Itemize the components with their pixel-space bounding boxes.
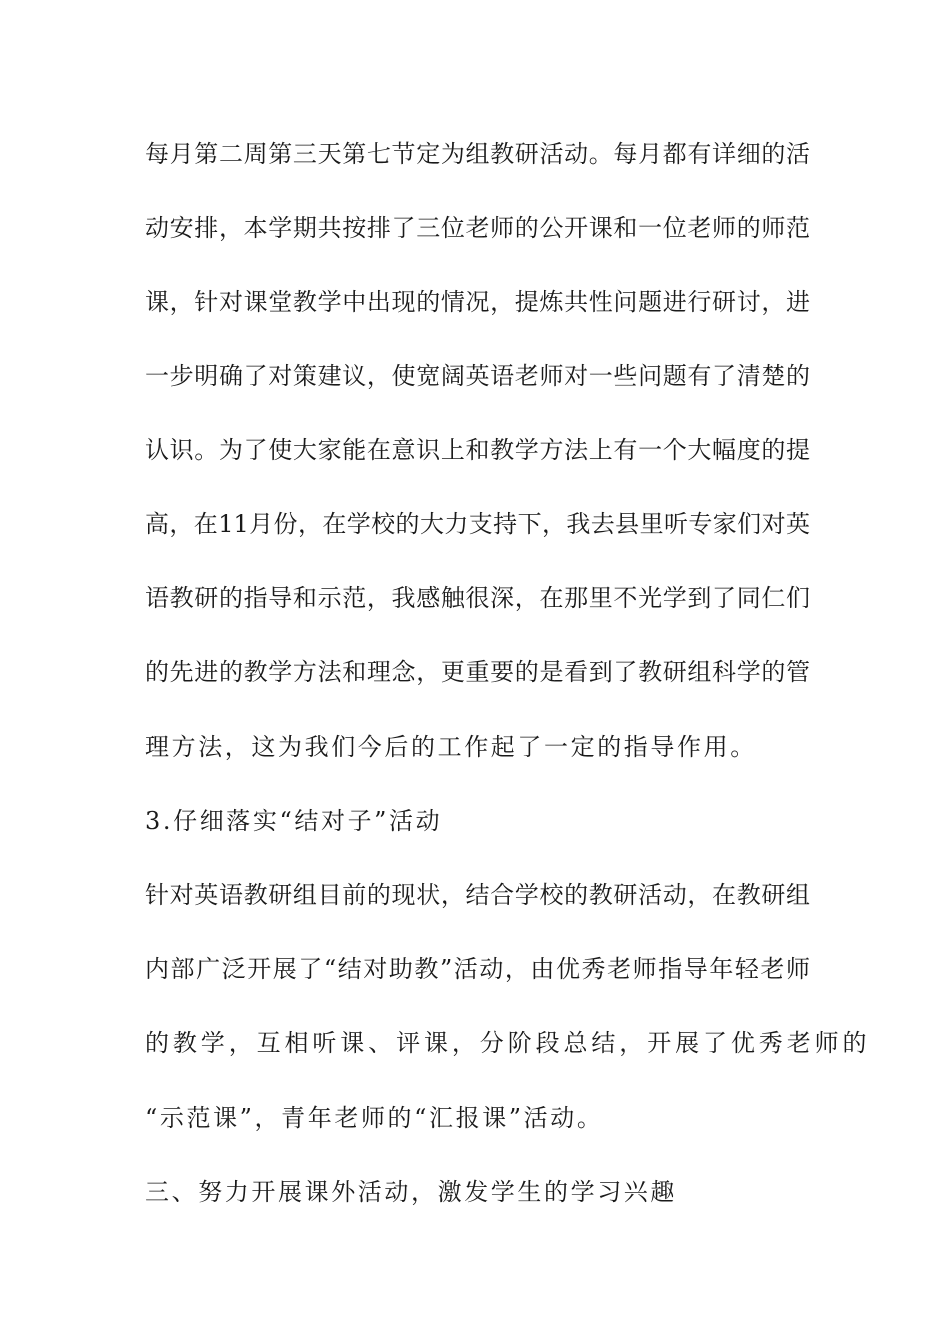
paragraph-line: 课，针对课堂教学中出现的情况，提炼共性问题进行研讨，进 xyxy=(145,288,810,316)
paragraph-line: 内部广泛开展了“结对助教”活动，由优秀老师指导年轻老师 xyxy=(145,955,810,983)
paragraph-line: 每月第二周第三天第七节定为组教研活动。每月都有详细的活 xyxy=(145,140,810,168)
paragraph-line-last: “示范课”，青年老师的“汇报课”活动。 xyxy=(145,1104,604,1132)
paragraph-line: 认识。为了使大家能在意识上和教学方法上有一个大幅度的提 xyxy=(145,436,810,464)
paragraph-line: 高，在11月份，在学校的大力支持下，我去县里听专家们对英 xyxy=(145,510,810,538)
paragraph-line: 的教学，互相听课、评课，分阶段总结，开展了优秀老师的 xyxy=(145,1029,871,1057)
paragraph-line-last: 理方法，这为我们今后的工作起了一定的指导作用。 xyxy=(145,733,757,761)
paragraph-line: 语教研的指导和示范，我感触很深，在那里不光学到了同仁们 xyxy=(145,584,810,612)
paragraph-line: 针对英语教研组目前的现状，结合学校的教研活动，在教研组 xyxy=(145,881,810,909)
section-heading: 3.仔细落实“结对子”活动 xyxy=(145,807,443,835)
paragraph-line: 一步明确了对策建议，使宽阔英语老师对一些问题有了清楚的 xyxy=(145,362,810,390)
paragraph-line: 的先进的教学方法和理念，更重要的是看到了教研组科学的管 xyxy=(145,658,810,686)
section-heading: 三、努力开展课外活动，激发学生的学习兴趣 xyxy=(145,1178,677,1206)
paragraph-line: 动安排，本学期共按排了三位老师的公开课和一位老师的师范 xyxy=(145,214,810,242)
